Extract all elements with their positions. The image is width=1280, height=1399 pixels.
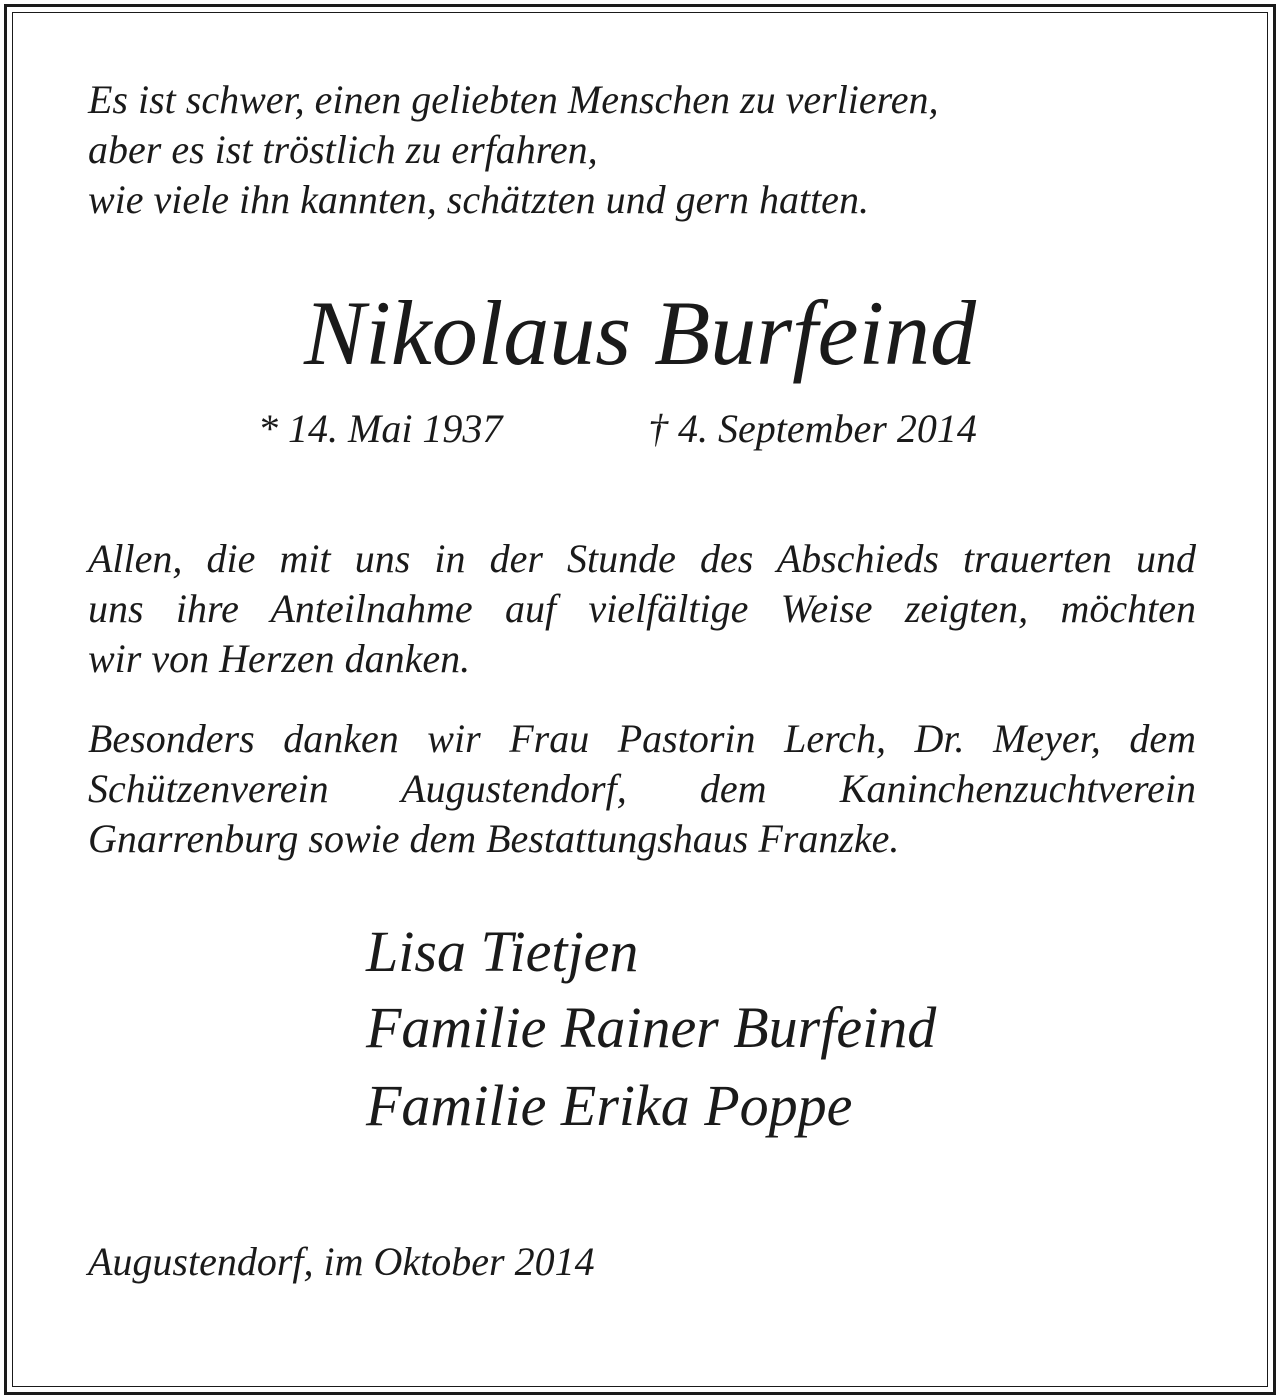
signatory-3: Familie Erika Poppe [366, 1073, 853, 1138]
thanks-p2-line-1: Besonders danken wir Frau Pastorin Lerch, Dr. Meyer, dem [88, 716, 1196, 761]
thanks-p2-line-2: Schützenverein Augustendorf, dem Kaninchenzuchtverein [88, 766, 1196, 811]
signatory-2: Familie Rainer Burfeind [366, 995, 937, 1060]
deceased-name: Nikolaus Burfeind [303, 282, 977, 384]
place-date: Augustendorf, im Oktober 2014 [88, 1239, 595, 1284]
death-date: † 4. September 2014 [648, 406, 977, 451]
quote-line-3: wie viele ihn kannten, schätzten und gern hatten. [88, 177, 869, 222]
quote-line-1: Es ist schwer, einen geliebten Menschen zu verlieren, [88, 77, 939, 122]
thanks-p2-line-3: Gnarrenburg sowie dem Bestattungshaus Franzke. [88, 816, 900, 861]
thanks-paragraph-2 [88, 714, 1196, 864]
signatory-1: Lisa Tietjen [366, 919, 639, 984]
thanks-p1-line-3: wir von Herzen danken. [88, 636, 471, 681]
thanks-p1-line-2: uns ihre Anteilnahme auf vielfältige Weise zeigten, möchten [88, 586, 1196, 631]
birth-date: * 14. Mai 1937 [258, 406, 503, 451]
thanks-paragraph-1 [88, 534, 1196, 684]
thanks-p1-line-1: Allen, die mit uns in der Stunde des Abschieds trauerten und [88, 536, 1196, 581]
quote-line-2: aber es ist tröstlich zu erfahren, [88, 127, 598, 172]
